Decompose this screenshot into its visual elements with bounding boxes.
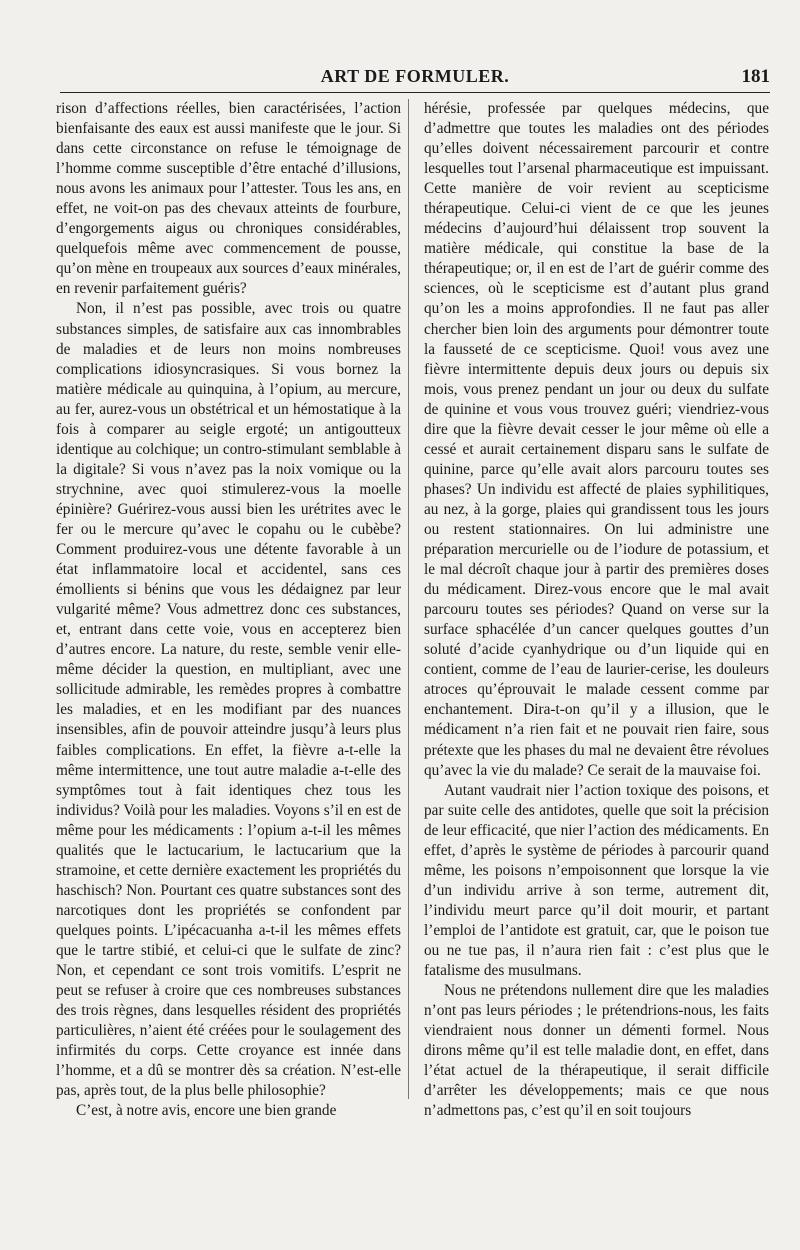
left-column — [56, 99, 401, 1121]
paragraph: Autant vaudrait nier l’action toxique des poisons, et par suite celle des antidotes, quelle que soit la précision de leur efficacité, que nier l’action des médicaments. En effet, d’après le système de périodes à parcourir quand même, les poisons n’empoisonnent que lorsque la vie d’un individu arrive à son terme, autrement dit, l’individu meurt parce qu’il doit mourir, et partant l’emploi de l’antidote est gratuit, car, que le poison tue ou ne tue pas, il n’aura rien fait : c’est plus que le fatalisme des musulmans. — [424, 781, 769, 980]
paragraph: rison d’affections réelles, bien caractérisées, l’action bienfaisante des eaux est aussi manifeste que le jour. Si dans cette circonstance on refuse le témoignage de l’homme comme susceptible d’être entaché d’illusions, nous avons les animaux pour l’attester. Tous les ans, en effet, ne voit-on pas des chevaux atteints de fourbure, d’engorgements aigus ou chroniques considérables, quelquefois même avec commencement de pousse, qu’on mène en troupeaux aux sources d’eaux minérales, en revenir parfaitement guéris? — [56, 100, 401, 298]
column-divider — [408, 99, 409, 1099]
paragraph: C’est, à notre avis, encore une bien grande — [76, 1102, 337, 1120]
right-column — [424, 99, 769, 1121]
running-title: ART DE FORMULER. — [320, 66, 510, 86]
paragraph: hérésie, professée par quelques médecins, que d’admettre que toutes les maladies ont des périodes qu’elles doivent nécessairement parcourir et contre lesquelles tout l’arsenal pharmaceutique est impuissant. Cette manière de voir revient au scepticisme thérapeutique. Celui-ci vient de ce que les jeunes médecins d’aujourd’hui délaissent trop souvent la matière médicale, qui constitue la base de la thérapeutique; or, il en est de l’art de guérir comme des sciences, où le scepticisme est d’autant plus grand qu’on les a moins approfondies. Il ne faut pas aller chercher bien loin des arguments pour démontrer toute la fausseté de ce scepticisme. Quoi! vous avez une fièvre intermittente depuis deux jours ou depuis six mois, vous prenez pendant un jour ou deux du sulfate de quinine et vous vous trouvez guéri; viendriez-vous dire que la fièvre devait cesser le jour même où elle a cessé et aurait certainement disparu sans le sulfate de quinine, parce qu’elle avait alors parcouru toutes ses phases? Un individu est affecté de plaies syphilitiques, au nez, à la gorge, plaies qui grandissent tous les jours ou restent stationnaires. On lui administre une préparation mercurielle ou de l’iodure de potassium, et le mal décroît chaque jour à partir des premières doses du médicament. Direz-vous encore que le mal avait parcouru toutes ses périodes? Quand on verse sur la surface sphacélée d’un cancer quelques gouttes d’un soluté d’acide cyanhydrique ou d’un liquide qui en contient, comme de l’eau de laurier-cerise, les douleurs atroces qu’éprouvait le malade cessent comme par enchantement. Dira-t-on qu’il y a illusion, que le médicament n’a rien fait et ne pouvait rien faire, sous prétexte que les phases du mal ne devaient être révolues qu’avec la vie du malade? Ce serait de la mauvaise foi. — [424, 100, 769, 779]
paragraph: Nous ne prétendons nullement dire que les maladies n’ont pas leurs périodes ; le prétendrions-nous, les faits viendraient nous donner un démenti formel. Nous dirons même qu’il est telle maladie dont, en effet, dans l’état actuel de la thérapeutique, il serait difficile d’arrêter les développements; mais ce que nous n’admettons pas, c’est qu’il en soit toujours — [424, 982, 769, 1120]
paragraph: Non, il n’est pas possible, avec trois ou quatre substances simples, de satisfaire aux cas innombrables de maladies et de leurs non moins nombreuses complications idiosyncrasiques. Si vous bornez la matière médicale au quinquina, à l’opium, au mercure, au fer, aurez-vous un obstétrical et un hémostatique à la fois à comparer au seigle ergoté; un antigoutteux identique au colchique; un contro-stimulant semblable à la digitale? Si vous n’avez pas la noix vomique ou la strychnine, avec quoi stimulerez-vous la moelle épinière? Guérirez-vous aussi bien les urétrites avec le fer ou le mercure qu’avec le copahu ou le cubèbe? Comment produirez-vous une détente favorable à un état inflammatoire local et accidentel, sans ces émollients si bénins que vous les dédaignez par leur vulgarité même? Vous admettrez donc ces substances, et, entrant dans cette voie, vous en accepterez bien d’autres encore. La nature, du reste, semble venir elle-même décider la question, en multipliant, avec une sollicitude admirable, les remèdes propres à combattre les maladies, et en les modifiant par des nuances insensibles, afin de pouvoir atteindre jusqu’à leurs plus faibles complications. En effet, la fièvre a-t-elle la même intermittence, une tout autre maladie a-t-elle des symptômes tout à fait identiques chez tous les individus? Voilà pour les maladies. Voyons s’il en est de même pour les médicaments : l’opium a-t-il les mêmes qualités que le lactucarium, le lactucarium que la stramoine, et cette dernière exactement les propriétés du haschisch? Non. Pourtant ces quatre substances sont des narcotiques dont les propriétés se confondent par quelques points. L’ipécacuanha a-t-il les mêmes effets que le tartre stibié, et celui-ci que le sulfate de zinc? Non, et cependant ce sont trois vomitifs. L’esprit ne peut se refuser à croire que ces nombreuses substances des trois règnes, dans lesquelles résident des propriétés particulières, n’aient été créées pour le soulagement des infirmités du corps. Cette croyance est innée dans l’homme, et a dû se montrer dès sa création. N’est-elle pas, après tout, de la plus belle philosophie? — [56, 300, 401, 1100]
page-number: 181 — [741, 66, 770, 87]
page-header — [60, 66, 770, 93]
